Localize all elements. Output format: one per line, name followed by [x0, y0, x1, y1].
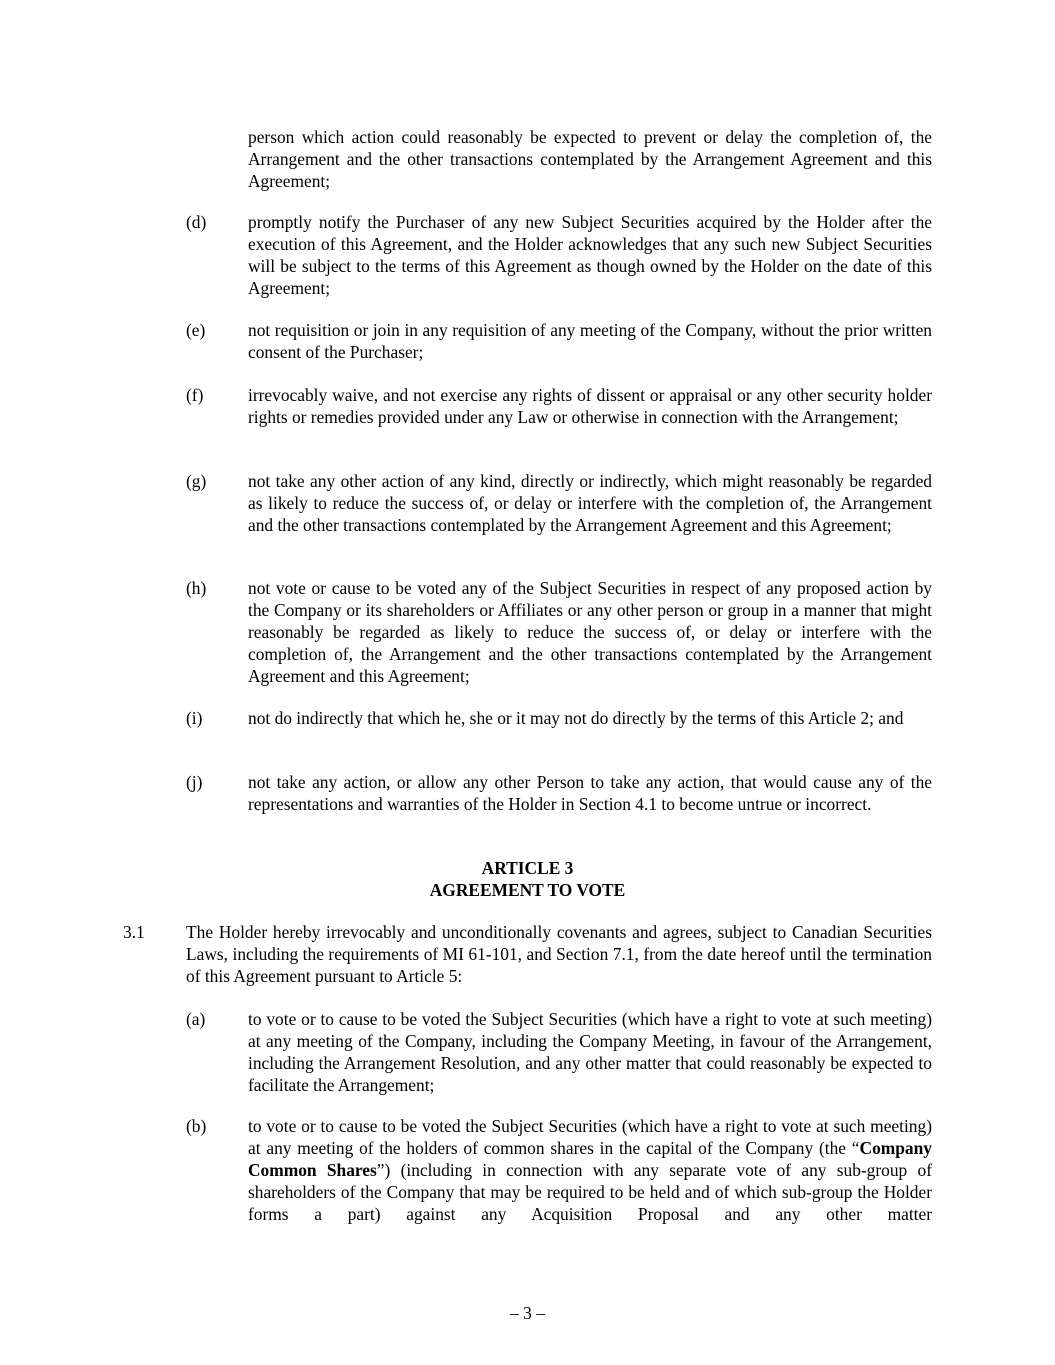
- continuation-paragraph: [248, 126, 932, 192]
- item-label: (h): [186, 578, 207, 598]
- item-label: (g): [186, 471, 207, 491]
- item-text: irrevocably waive, and not exercise any rights of dissent or appraisal or any other security holder rights or remedies provided under any Law or otherwise in connection with the Arrangement;: [248, 385, 932, 427]
- item-text: promptly notify the Purchaser of any new Subject Securities acquired by the Holder after the execution of this Agreement, and the Holder acknowledges that any such new Subject Securities will be subject to the terms of this Agreement as though owned by the Holder on the date of this Agreement;: [248, 212, 932, 298]
- page-number: – 3 –: [510, 1303, 545, 1323]
- list-item-j: [186, 771, 932, 815]
- item-label: (i): [186, 708, 203, 728]
- item-label: (e): [186, 320, 206, 340]
- item-text: not do indirectly that which he, she or it may not do directly by the terms of this Article 2; and: [248, 708, 904, 728]
- section-3-1: [123, 921, 932, 987]
- list-item-i: [186, 707, 932, 729]
- section-number: 3.1: [123, 922, 145, 942]
- item-text-after: ”) (including in connection with any separate vote of any sub-group of shareholders of the Company that may be required to be held and of which sub-group the Holder forms a part) against any Acquisition Proposal and any other matter: [248, 1160, 932, 1224]
- item-text: to vote or to cause to be voted the Subject Securities (which have a right to vote at such meeting) at any meeting of the Company, including the Company Meeting, in favour of the Arrangement, including the Arrangement Resolution, and any other matter that could reasonably be expected to facilitate the Arrangement;: [248, 1009, 932, 1095]
- item-text: [248, 1115, 932, 1225]
- article-heading-number: ARTICLE 3: [481, 858, 574, 878]
- item-label: (a): [186, 1009, 206, 1029]
- list-item-d: [186, 211, 932, 299]
- item-text: not take any other action of any kind, directly or indirectly, which might reasonably be regarded as likely to reduce the success of, or delay or interfere with the completion of, the Arrangement and the other transactions contemplated by the Arrangement Agreement and this Agreement;: [248, 471, 932, 535]
- continuation-text: person which action could reasonably be expected to prevent or delay the completion of, the Arrangement and the other transactions contemplated by the Arrangement Agreement and this Agreement;: [248, 127, 932, 191]
- list-item-g: [186, 470, 932, 536]
- section-text: The Holder hereby irrevocably and unconditionally covenants and agrees, subject to Canadian Securities Laws, including the requirements of MI 61-101, and Section 7.1, from the date hereof until the termination of this Agreement pursuant to Article 5:: [186, 922, 932, 986]
- item-label: (f): [186, 385, 204, 405]
- item-text: not take any action, or allow any other Person to take any action, that would cause any of the representations and warranties of the Holder in Section 4.1 to become untrue or incorrect.: [248, 772, 932, 814]
- list-item-e: [186, 319, 932, 363]
- item-label: (d): [186, 212, 207, 232]
- list-item-a: [186, 1008, 932, 1096]
- list-item-f: [186, 384, 932, 428]
- item-text: not requisition or join in any requisition of any meeting of the Company, without the prior written consent of the Purchaser;: [248, 320, 932, 362]
- item-text-before: to vote or to cause to be voted the Subject Securities (which have a right to vote at such meeting) at any meeting of the holders of common shares in the capital of the Company (the “: [248, 1116, 932, 1158]
- item-text: not vote or cause to be voted any of the Subject Securities in respect of any proposed action by the Company or its shareholders or Affiliates or any other person or group in a manner that might reasonably be regarded as likely to reduce the success of, or delay or interfere with the completion of, the Arrangement and the other transactions contemplated by the Arrangement Agreement and this Agreement;: [248, 578, 932, 686]
- item-label: (b): [186, 1116, 207, 1136]
- item-label: (j): [186, 772, 203, 792]
- defined-term: Company Common Shares: [248, 1138, 932, 1180]
- list-item-h: [186, 577, 932, 687]
- article-heading-title: AGREEMENT TO VOTE: [429, 880, 626, 900]
- list-item-b: [186, 1115, 932, 1225]
